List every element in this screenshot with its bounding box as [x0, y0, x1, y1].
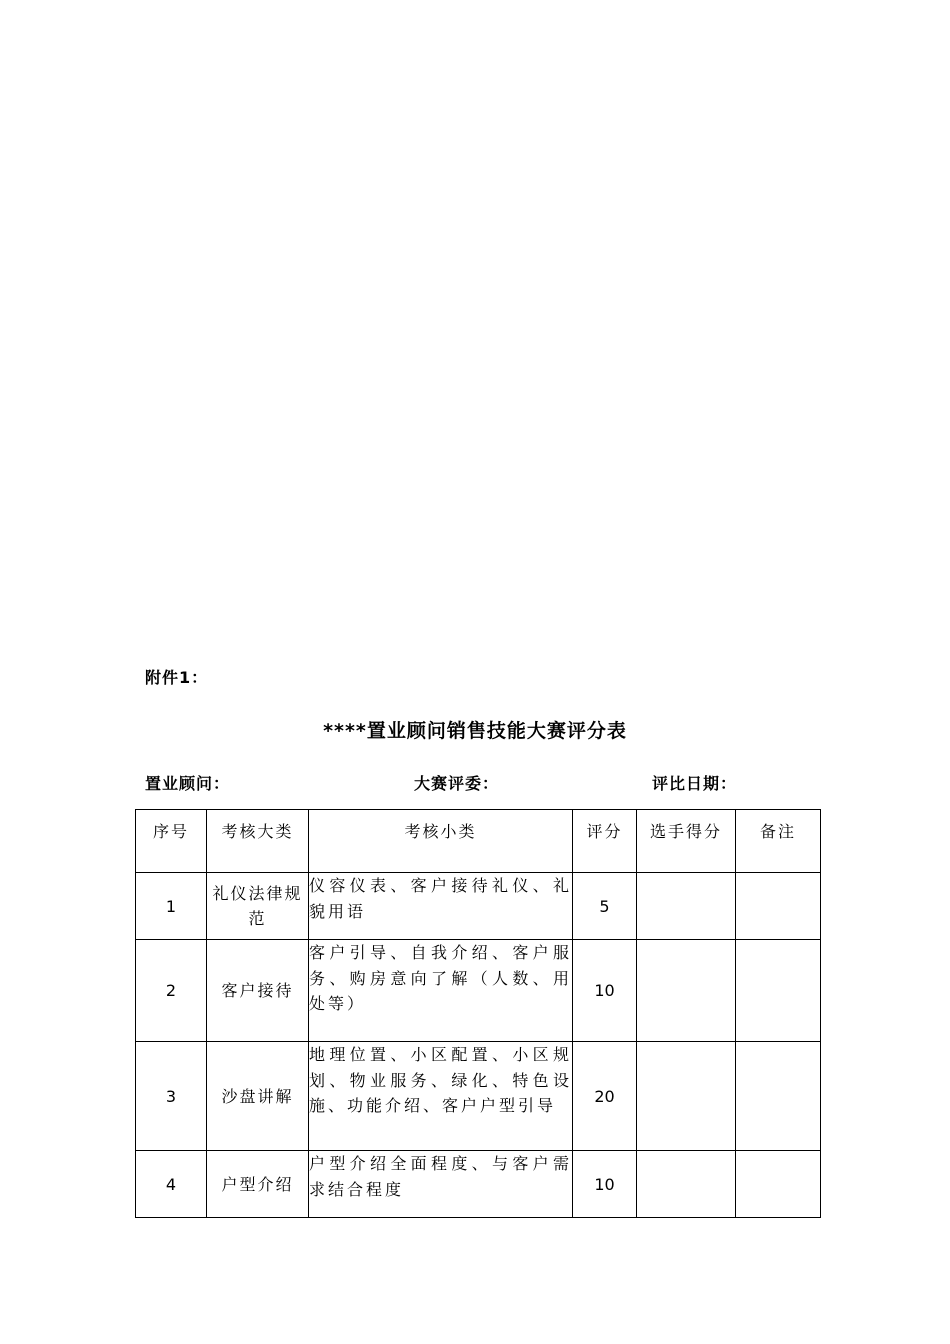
row-subcategory: 户型介绍全面程度、与客户需求结合程度 — [309, 1151, 573, 1218]
table-row — [136, 940, 821, 1042]
row-number: 4 — [136, 1151, 207, 1218]
row-number: 1 — [136, 873, 207, 940]
row-note[interactable] — [736, 940, 821, 1042]
header-player-score: 选手得分 — [637, 810, 736, 873]
row-note[interactable] — [736, 873, 821, 940]
table-header-row — [136, 810, 821, 873]
row-player-score[interactable] — [637, 873, 736, 940]
row-note[interactable] — [736, 1042, 821, 1151]
row-player-score[interactable] — [637, 940, 736, 1042]
row-number: 2 — [136, 940, 207, 1042]
header-score: 评分 — [573, 810, 637, 873]
header-note: 备注 — [736, 810, 821, 873]
date-label: 评比日期： — [652, 774, 738, 793]
attachment-label: 附件1： — [145, 668, 209, 687]
header-subcategory: 考核小类 — [309, 810, 573, 873]
row-number: 3 — [136, 1042, 207, 1151]
row-subcategory: 地理位置、小区配置、小区规划、物业服务、绿化、特色设施、功能介绍、客户户型引导 — [309, 1042, 573, 1151]
row-subcategory: 客户引导、自我介绍、客户服务、购房意向了解（人数、用处等） — [309, 940, 573, 1042]
page-title: ****置业顾问销售技能大赛评分表 — [323, 720, 627, 742]
score-table — [135, 809, 821, 1218]
table-row — [136, 1151, 821, 1218]
row-subcategory: 仪容仪表、客户接待礼仪、礼貌用语 — [309, 873, 573, 940]
consultant-label: 置业顾问： — [145, 774, 231, 793]
row-score: 10 — [573, 1151, 637, 1218]
table-row — [136, 873, 821, 940]
row-player-score[interactable] — [637, 1151, 736, 1218]
row-category: 沙盘讲解 — [207, 1042, 309, 1151]
row-category: 客户接待 — [207, 940, 309, 1042]
header-seq: 序号 — [136, 810, 207, 873]
table-row — [136, 1042, 821, 1151]
row-score: 5 — [573, 873, 637, 940]
row-score: 10 — [573, 940, 637, 1042]
row-score: 20 — [573, 1042, 637, 1151]
row-note[interactable] — [736, 1151, 821, 1218]
row-category: 礼仪法律规范 — [207, 873, 309, 940]
header-category: 考核大类 — [207, 810, 309, 873]
row-player-score[interactable] — [637, 1042, 736, 1151]
judge-label: 大赛评委： — [414, 774, 500, 793]
row-category: 户型介绍 — [207, 1151, 309, 1218]
